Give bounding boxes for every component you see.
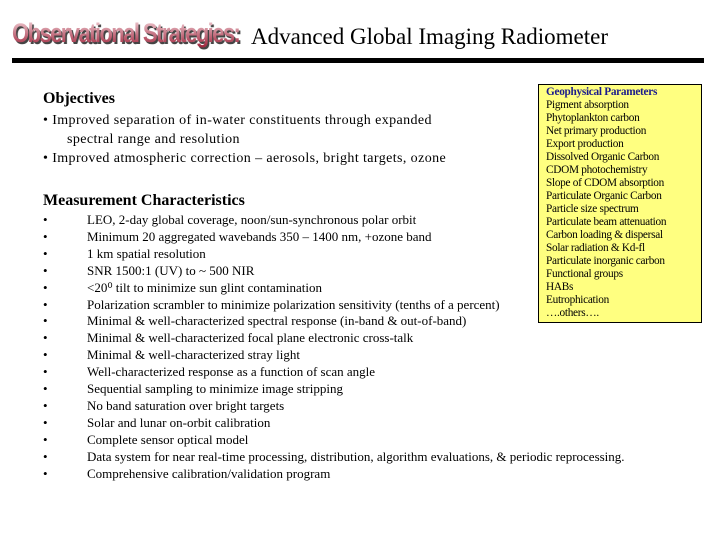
geophysical-item: Particle size spectrum [546, 203, 639, 215]
measurement-text: 1 km spatial resolution [87, 245, 206, 261]
measurement-text: Minimum 20 aggregated wavebands 350 – 1400 nm, +ozone band [87, 228, 432, 244]
geophysical-item: Functional groups [546, 268, 623, 280]
measurement-text: Well-characterized response as a function of scan angle [87, 364, 376, 380]
measurement-text: Solar and lunar on-orbit calibration [87, 414, 271, 430]
measurement-text: Minimal & well-characterized stray light [87, 347, 300, 363]
bullet: • [43, 431, 48, 447]
bullet: • [43, 397, 48, 413]
measurement-text: Complete sensor optical model [87, 431, 249, 447]
geophysical-item: Phytoplankton carbon [546, 112, 640, 124]
geophysical-item: Pigment absorption [546, 99, 629, 111]
measurement-text: Polarization scrambler to minimize polarization sensitivity (tenths of a percent) [87, 296, 500, 312]
geophysical-item: Eutrophication [546, 294, 609, 306]
measurement-item [43, 347, 625, 364]
measurement-text: No band saturation over bright targets [87, 397, 285, 413]
bullet: • [43, 245, 48, 261]
objective-item: • Improved atmospheric correction – aerosols, bright targets, ozone [43, 151, 447, 166]
geophysical-item: Particulate inorganic carbon [546, 255, 665, 267]
objective-item: • Improved separation of in-water constituents through expanded [43, 113, 432, 128]
measurement-text: LEO, 2-day global coverage, noon/sun-synchronous polar orbit [87, 212, 417, 227]
objectives-list [43, 111, 446, 168]
bullet: • [43, 465, 48, 481]
bullet: • [43, 212, 48, 227]
measurement-text: SNR 1500:1 (UV) to ~ 500 NIR [87, 262, 255, 278]
objectives-heading: Objectives [43, 90, 115, 107]
geophysical-item: Export production [546, 138, 624, 150]
bullet: • [43, 228, 48, 244]
bullet: • [43, 381, 48, 397]
geophysical-item: ….others…. [546, 307, 599, 319]
measurement-item [43, 466, 625, 483]
bullet: • [43, 262, 48, 278]
geophysical-item: CDOM photochemistry [546, 164, 648, 176]
bullet: • [43, 347, 48, 363]
bullet: • [43, 313, 48, 329]
geophysical-item: Particulate beam attenuation [546, 216, 667, 228]
measurement-item [43, 449, 625, 466]
measurement-text: Minimal & well-characterized spectral response (in-band & out-of-band) [87, 313, 467, 329]
logo: Observational Strategies: [12, 18, 240, 48]
bullet: • [43, 296, 48, 312]
geophysical-item: Solar radiation & Kd-fl [546, 242, 645, 254]
measurement-heading: Measurement Characteristics [43, 192, 245, 209]
objective-item-cont: spectral range and resolution [67, 132, 240, 147]
geophysical-item: Particulate Organic Carbon [546, 190, 662, 202]
geophysical-item: Net primary production [546, 125, 647, 137]
measurement-item [43, 330, 625, 347]
measurement-item [43, 381, 625, 398]
geophysical-item: Slope of CDOM absorption [546, 177, 665, 189]
measurement-item [43, 364, 625, 381]
measurement-text: Sequential sampling to minimize image stripping [87, 381, 343, 397]
measurement-text: <20⁰ tilt to minimize sun glint contamination [87, 279, 322, 295]
measurement-item [43, 398, 625, 415]
title-divider [12, 58, 704, 63]
measurement-item [43, 415, 625, 432]
bullet: • [43, 448, 48, 464]
measurement-text: Minimal & well-characterized focal plane electronic cross-talk [87, 330, 414, 346]
bullet: • [43, 364, 48, 380]
measurement-text: Data system for near real-time processing, distribution, algorithm evaluations, & periodic reprocessing. [87, 448, 625, 464]
measurement-item [43, 432, 625, 449]
geophysical-item: Carbon loading & dispersal [546, 229, 663, 241]
bullet: • [43, 414, 48, 430]
bullet: • [43, 330, 48, 346]
geophysical-parameters-box [538, 84, 702, 323]
page-title: Advanced Global Imaging Radiometer [251, 24, 609, 49]
geophysical-heading: Geophysical Parameters [546, 86, 658, 98]
bullet: • [43, 279, 48, 295]
geophysical-item: Dissolved Organic Carbon [546, 151, 660, 163]
measurement-text: Comprehensive calibration/validation program [87, 465, 331, 481]
geophysical-item: HABs [546, 281, 574, 293]
